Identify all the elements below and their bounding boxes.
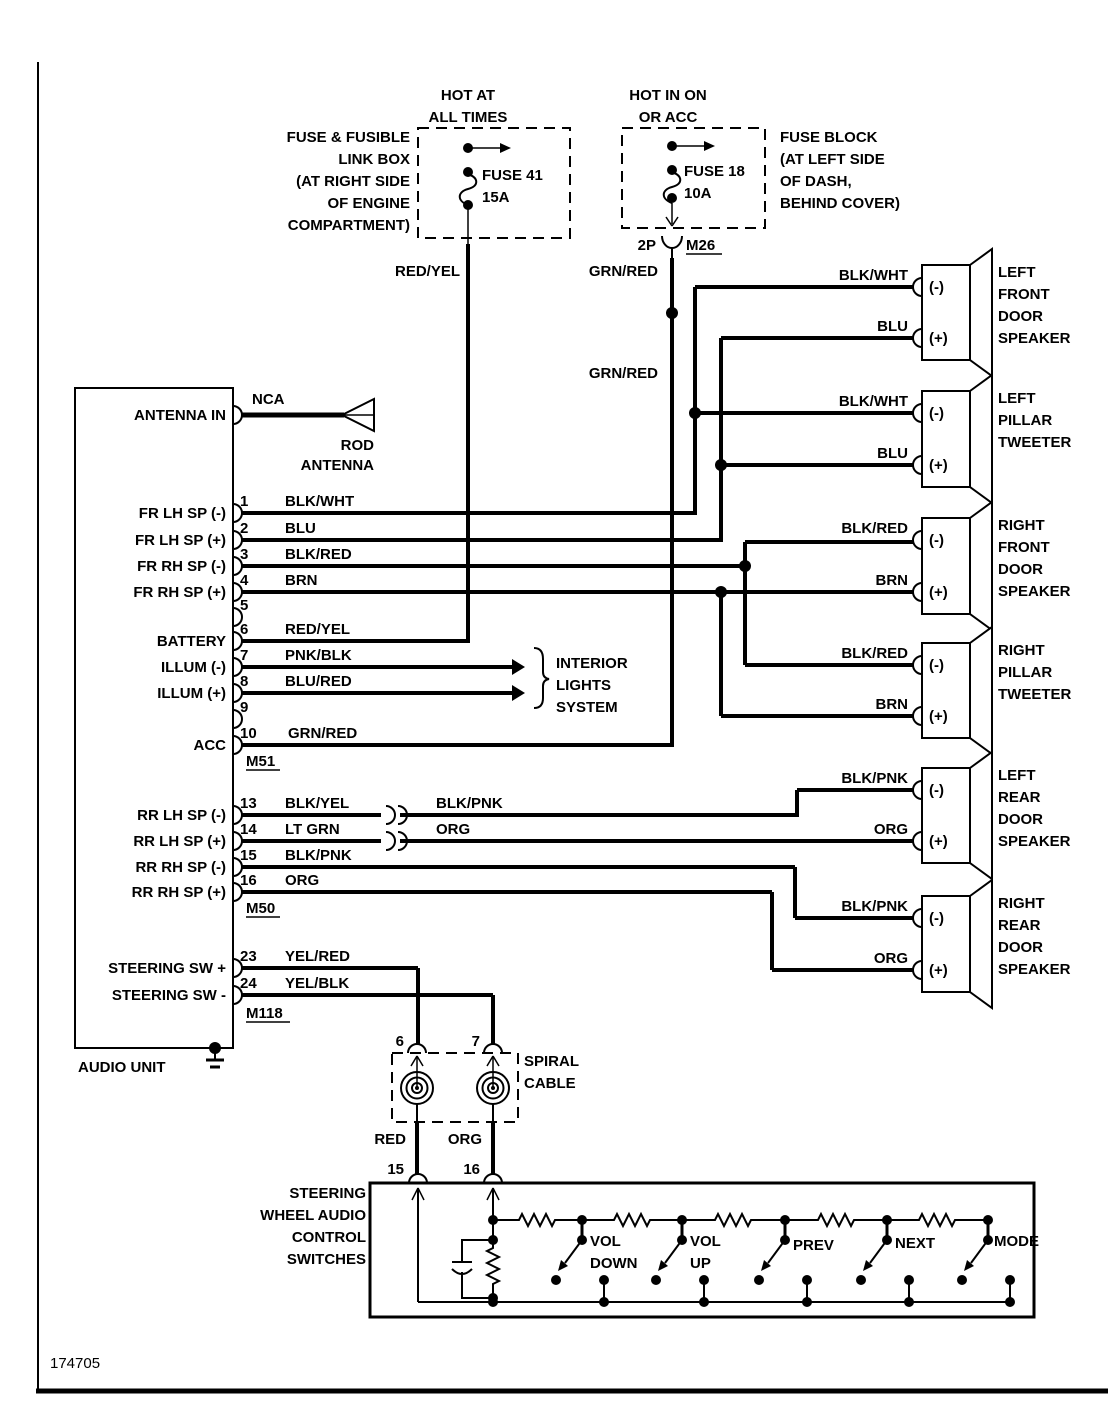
speaker-name: LEFT	[998, 390, 1036, 407]
terminal-pos: (+)	[929, 584, 948, 601]
pin-label: FR RH SP (-)	[137, 558, 226, 575]
speaker-name: PILLAR	[998, 412, 1053, 429]
speaker-name: DOOR	[998, 308, 1043, 325]
wire-color: BLK/WHT	[838, 267, 908, 284]
pin-number: 7	[240, 647, 249, 664]
fuse-block-caption: OF DASH,	[780, 173, 852, 190]
wire-color: BLU	[877, 445, 908, 462]
figure-number: 174705	[50, 1355, 101, 1372]
connector-m118	[246, 1005, 290, 1022]
wire-color: ORG	[285, 872, 320, 889]
switch-box-caption: STEERING	[289, 1185, 366, 1202]
speaker-left-front-door	[839, 249, 1071, 376]
button-label: MODE	[994, 1233, 1039, 1250]
connector-m51-label: M51	[246, 753, 276, 770]
button-label: NEXT	[895, 1235, 936, 1252]
fuse-box-left-caption: FUSE & FUSIBLE	[286, 129, 410, 146]
pin-label: FR RH SP (+)	[133, 584, 226, 601]
wire-color: RED/YEL	[285, 621, 351, 638]
speaker-name: TWEETER	[998, 686, 1072, 703]
audio-unit-label: AUDIO UNIT	[78, 1059, 166, 1076]
speaker-name: SPEAKER	[998, 330, 1071, 347]
speaker-name: RIGHT	[998, 642, 1045, 659]
connector-m26-label: M26	[686, 237, 716, 254]
wire-label-grn-red-lower: GRN/RED	[588, 365, 658, 382]
connector-2p-label: 2P	[637, 237, 656, 254]
speaker-name: RIGHT	[998, 517, 1045, 534]
speaker-name: SPEAKER	[998, 583, 1071, 600]
switch-box-caption: CONTROL	[291, 1229, 366, 1246]
speaker-name: LEFT	[998, 264, 1036, 281]
fuse-41-label: FUSE 41	[482, 167, 543, 184]
fuse-block-caption: (AT LEFT SIDE	[780, 151, 885, 168]
wire-color: BLK/RED	[841, 520, 908, 537]
switch-box-caption: WHEEL AUDIO	[260, 1207, 366, 1224]
pin-number: 5	[240, 597, 249, 614]
speaker-left-rear-door	[841, 752, 1070, 879]
wire-color: BRN	[875, 572, 908, 589]
terminal-pos: (+)	[929, 708, 948, 725]
switch-box-caption: SWITCHES	[286, 1251, 366, 1268]
wire-color: LT GRN	[285, 821, 340, 838]
wire-color-after-splice: BLK/PNK	[436, 795, 503, 812]
spiral-coil-icon	[477, 1056, 509, 1122]
pin-label-antenna-in: ANTENNA IN	[134, 407, 226, 424]
wire-color: BLK/PNK	[841, 898, 908, 915]
hot-at-all-times-label: ALL TIMES	[428, 109, 508, 126]
spiral-coil-icon	[401, 1056, 433, 1122]
speaker-name: FRONT	[998, 286, 1050, 303]
pin-number: 24	[240, 975, 257, 992]
rod-antenna-label: ROD	[340, 437, 374, 454]
fuse-box-left-caption: (AT RIGHT SIDE	[296, 173, 410, 190]
wire-color: GRN/RED	[288, 725, 358, 742]
terminal-pos: (+)	[929, 833, 948, 850]
pin-label: BATTERY	[156, 633, 226, 650]
wire-color: BLU/RED	[285, 673, 352, 690]
pin-number: 3	[240, 546, 249, 563]
hot-in-on-or-acc-label: OR ACC	[638, 109, 698, 126]
pin-label: STEERING SW -	[111, 987, 226, 1004]
pin-number: 13	[240, 795, 257, 812]
hot-at-all-times-label: HOT AT	[440, 87, 496, 104]
speaker-left-pillar-tweeter	[839, 375, 1072, 503]
connector-m51	[246, 753, 280, 770]
button-label: UP	[690, 1255, 711, 1272]
speaker-name: DOOR	[998, 939, 1043, 956]
wire-color: BRN	[285, 572, 318, 589]
speaker-name: SPEAKER	[998, 833, 1071, 850]
speaker-name: REAR	[998, 917, 1041, 934]
pin-label: ACC	[193, 737, 226, 754]
connector-m50-label: M50	[246, 900, 276, 917]
speaker-name: PILLAR	[998, 664, 1053, 681]
terminal-neg: (-)	[929, 279, 944, 296]
wire-color: BLU	[285, 520, 316, 537]
rod-antenna-label: ANTENNA	[300, 457, 374, 474]
speaker-right-front-door	[841, 502, 1070, 630]
pin-number: 8	[240, 673, 249, 690]
wire-color: BLK/WHT	[285, 493, 355, 510]
terminal-neg: (-)	[929, 657, 944, 674]
pin-number: 10	[240, 725, 257, 742]
wire-color: BLK/RED	[285, 546, 352, 563]
connector-m26	[638, 236, 722, 258]
pin-label: STEERING SW +	[108, 960, 226, 977]
speaker-name: RIGHT	[998, 895, 1045, 912]
switch-next	[856, 1220, 935, 1307]
fuse-41-rating: 15A	[482, 189, 510, 206]
wire-color: BRN	[875, 696, 908, 713]
spiral-cable	[374, 1033, 579, 1178]
wire-color: ORG	[873, 821, 908, 838]
pin-label: RR RH SP (+)	[131, 884, 226, 901]
wire-color: PNK/BLK	[285, 647, 352, 664]
speaker-name: SPEAKER	[998, 961, 1071, 978]
fuse-box-left-caption: LINK BOX	[338, 151, 410, 168]
fuse-box-left-caption: COMPARTMENT)	[287, 217, 410, 234]
pin-number: 23	[240, 948, 257, 965]
switch-vol-down	[551, 1220, 638, 1307]
wire-color: BLU	[877, 318, 908, 335]
switch-vol-up	[651, 1220, 721, 1307]
button-label: PREV	[793, 1237, 834, 1254]
fuse-18-label: FUSE 18	[684, 163, 745, 180]
spiral-cable-label: SPIRAL	[524, 1053, 580, 1070]
rod-antenna	[242, 391, 374, 474]
fuse-block-caption: FUSE BLOCK	[780, 129, 878, 146]
steering-wheel-audio-control-switches	[260, 1174, 1039, 1317]
connector-m118-label: M118	[246, 1005, 283, 1022]
wire-color: YEL/RED	[285, 948, 351, 965]
pin-number: 4	[240, 572, 249, 589]
interior-lights-label: LIGHTS	[556, 677, 611, 694]
speaker-right-rear-door	[841, 880, 1070, 1008]
wire-color: ORG	[873, 950, 908, 967]
wire-color: BLK/YEL	[285, 795, 350, 812]
terminal-pos: (+)	[929, 962, 948, 979]
terminal-neg: (-)	[929, 782, 944, 799]
pin-label: ILLUM (+)	[157, 685, 226, 702]
wire-color: YEL/BLK	[285, 975, 350, 992]
pin-label: RR LH SP (-)	[137, 807, 226, 824]
interior-lights-label: SYSTEM	[556, 699, 618, 716]
switch-prev	[754, 1220, 834, 1307]
wire-label-red: RED	[374, 1131, 406, 1148]
pin-number: 2	[240, 520, 249, 537]
wire-label-red-yel: RED/YEL	[394, 263, 460, 280]
wire-color: BLK/RED	[841, 645, 908, 662]
switch-pin-15: 15	[387, 1161, 404, 1178]
speaker-name: LEFT	[998, 767, 1036, 784]
terminal-pos: (+)	[929, 330, 948, 347]
pin-number: 15	[240, 847, 257, 864]
pin-label: ILLUM (-)	[161, 659, 226, 676]
wire-label-org: ORG	[447, 1131, 482, 1148]
speaker-name: DOOR	[998, 811, 1043, 828]
interior-lights-label: INTERIOR	[556, 655, 628, 672]
terminal-pos: (+)	[929, 457, 948, 474]
speaker-name: DOOR	[998, 561, 1043, 578]
pin-label: RR RH SP (-)	[135, 859, 226, 876]
button-label: VOL	[690, 1233, 721, 1250]
terminal-neg: (-)	[929, 405, 944, 422]
terminal-neg: (-)	[929, 532, 944, 549]
spiral-pin-6: 6	[395, 1033, 404, 1050]
pin-number: 1	[240, 493, 249, 510]
fuse-18-rating: 10A	[684, 185, 712, 202]
spiral-pin-7: 7	[471, 1033, 480, 1050]
button-label: DOWN	[590, 1255, 638, 1272]
switch-mode	[957, 1220, 1039, 1307]
speaker-name: FRONT	[998, 539, 1050, 556]
pin-label: FR LH SP (+)	[135, 532, 226, 549]
speaker-right-pillar-tweeter	[841, 627, 1071, 754]
fuse-block-caption: BEHIND COVER)	[780, 195, 901, 212]
wire-label-nca: NCA	[252, 391, 285, 408]
pin-number: 6	[240, 621, 249, 638]
hot-in-on-or-acc-label: HOT IN ON	[629, 87, 707, 104]
fuse-18-symbol	[664, 141, 715, 226]
wire-color: BLK/WHT	[838, 393, 908, 410]
spiral-cable-label: CABLE	[524, 1075, 576, 1092]
terminal-neg: (-)	[929, 910, 944, 927]
speaker-name: TWEETER	[998, 434, 1072, 451]
speaker-name: REAR	[998, 789, 1041, 806]
wire-label-grn-red-upper: GRN/RED	[588, 263, 658, 280]
button-label: VOL	[590, 1233, 621, 1250]
resistor-capacitor-network	[452, 1220, 499, 1307]
wire-color: BLK/PNK	[285, 847, 352, 864]
pin-label: RR LH SP (+)	[133, 833, 226, 850]
fuse-box-left-caption: OF ENGINE	[327, 195, 410, 212]
audio-unit	[75, 388, 290, 1076]
pin-label: FR LH SP (-)	[138, 505, 226, 522]
pin-number: 16	[240, 872, 257, 889]
wire-color: BLK/PNK	[841, 770, 908, 787]
connector-m50	[246, 900, 280, 917]
switch-pin-16: 16	[463, 1161, 480, 1178]
fuse-fusible-link-box	[287, 87, 570, 280]
pin-number: 14	[240, 821, 257, 838]
wire-color-after-splice: ORG	[436, 821, 471, 838]
pin-number: 9	[240, 699, 249, 716]
